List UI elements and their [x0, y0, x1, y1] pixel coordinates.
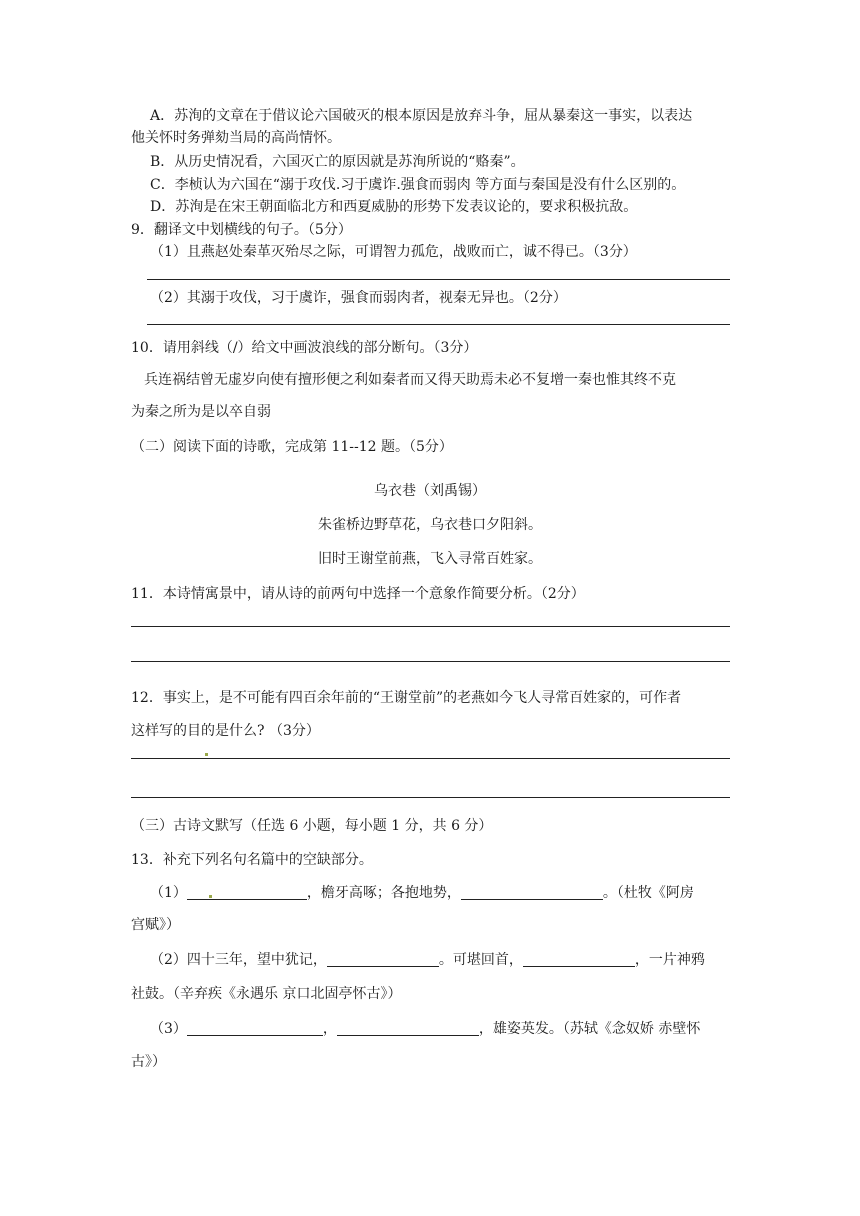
q13-item1-suffix: 。（杜牧《阿房 [602, 885, 694, 901]
q13-item2 [150, 950, 705, 970]
option-a-line1: A．苏洵的文章在于借议论六国破灭的根本原因是放弃斗争，屈从暴秦这一事实，以表达 [150, 108, 693, 124]
q13-item3-line2: 古》） [131, 1054, 166, 1070]
q13-item3-prefix: （3） [150, 1021, 187, 1037]
q10-text-line1: 兵连祸结曾无虚岁向使有擅形便之利如秦者而又得天助焉未必不复增一秦也惟其终不克 [144, 372, 676, 388]
stray-mark [209, 895, 212, 898]
q13-item2-line2: 社鼓。（辛弃疾《永遇乐 京口北固亭怀古》） [131, 986, 402, 1002]
q9-item1: （1）且燕赵处秦革灭殆尽之际，可谓智力孤危，战败而亡，诚不得已。（3分） [150, 244, 637, 260]
q9-item2: （2）其溺于攻伐，习于虞诈，强食而弱肉者，视秦无异也。（2分） [150, 290, 567, 306]
q11-text: 11．本诗情寓景中，请从诗的前两句中选择一个意象作简要分析。（2分） [131, 586, 585, 602]
section3-heading: （三）古诗文默写（任选 6 小题，每小题 1 分，共 6 分） [131, 818, 493, 834]
q13-item1 [150, 883, 694, 903]
option-a-line2: 他关怀时务弹劾当局的高尚情怀。 [131, 130, 341, 146]
q13-item3-mid: ， [322, 1021, 337, 1037]
q11-answer-line1[interactable] [131, 626, 730, 627]
q9-answer-line1[interactable] [147, 279, 730, 280]
q13-item1-blank2[interactable] [461, 883, 603, 900]
option-b: B．从历史情况看，六国灭亡的原因就是苏洵所说的“赂秦”。 [150, 154, 525, 170]
q13-item2-blank1[interactable] [327, 950, 439, 967]
q13-item3 [150, 1019, 700, 1039]
q13-item2-prefix: （2）四十三年，望中犹记， [150, 952, 327, 968]
q13-item1-line2: 宫赋》） [131, 917, 180, 933]
stray-mark [205, 753, 208, 756]
q10-title: 10．请用斜线（/）给文中画波浪线的部分断句。（3分） [131, 340, 478, 356]
q12-answer-line2[interactable] [131, 797, 730, 798]
poem-line2: 旧时王谢堂前燕，飞入寻常百姓家。 [318, 551, 542, 567]
q10-text-line2: 为秦之所为是以卒自弱 [131, 404, 271, 420]
q13-title: 13．补充下列名句名篇中的空缺部分。 [131, 852, 373, 868]
q13-item2-suffix: ，一片神鸦 [634, 952, 705, 968]
poem-title: 乌衣巷（刘禹锡） [374, 483, 486, 499]
q13-item1-prefix: （1） [150, 885, 187, 901]
q13-item3-blank2[interactable] [337, 1019, 479, 1036]
q12-line2: 这样写的目的是什么? （3分） [131, 723, 320, 739]
section2-heading: （二）阅读下面的诗歌，完成第 11--12 题。（5分） [131, 439, 453, 455]
q13-item1-blank1[interactable] [187, 883, 307, 900]
q9-answer-line2[interactable] [147, 324, 730, 325]
q12-answer-line1[interactable] [131, 758, 730, 759]
poem-line1: 朱雀桥边野草花，乌衣巷口夕阳斜。 [318, 517, 542, 533]
q13-item3-suffix: ，雄姿英发。（苏轼《念奴娇 赤壁怀 [478, 1021, 701, 1037]
q9-title: 9．翻译文中划横线的句子。（5分） [131, 222, 352, 238]
q12-line1: 12．事实上，是不可能有四百余年前的“王谢堂前”的老燕如今飞人寻常百姓家的，可作者 [131, 690, 682, 706]
option-c: C．李桢认为六国在“溺于攻伐.习于虞诈.强食而弱肉 等方面与秦国是没有什么区别的。 [150, 177, 686, 193]
q13-item3-blank1[interactable] [187, 1019, 323, 1036]
option-d: D．苏洵是在宋王朝面临北方和西夏威胁的形势下发表议论的，要求积极抗敌。 [150, 199, 638, 215]
q13-item2-mid: 。可堪回首， [438, 952, 523, 968]
q11-answer-line2[interactable] [131, 661, 730, 662]
q13-item2-blank2[interactable] [523, 950, 635, 967]
q13-item1-mid: ，檐牙高啄；各抱地势， [306, 885, 461, 901]
